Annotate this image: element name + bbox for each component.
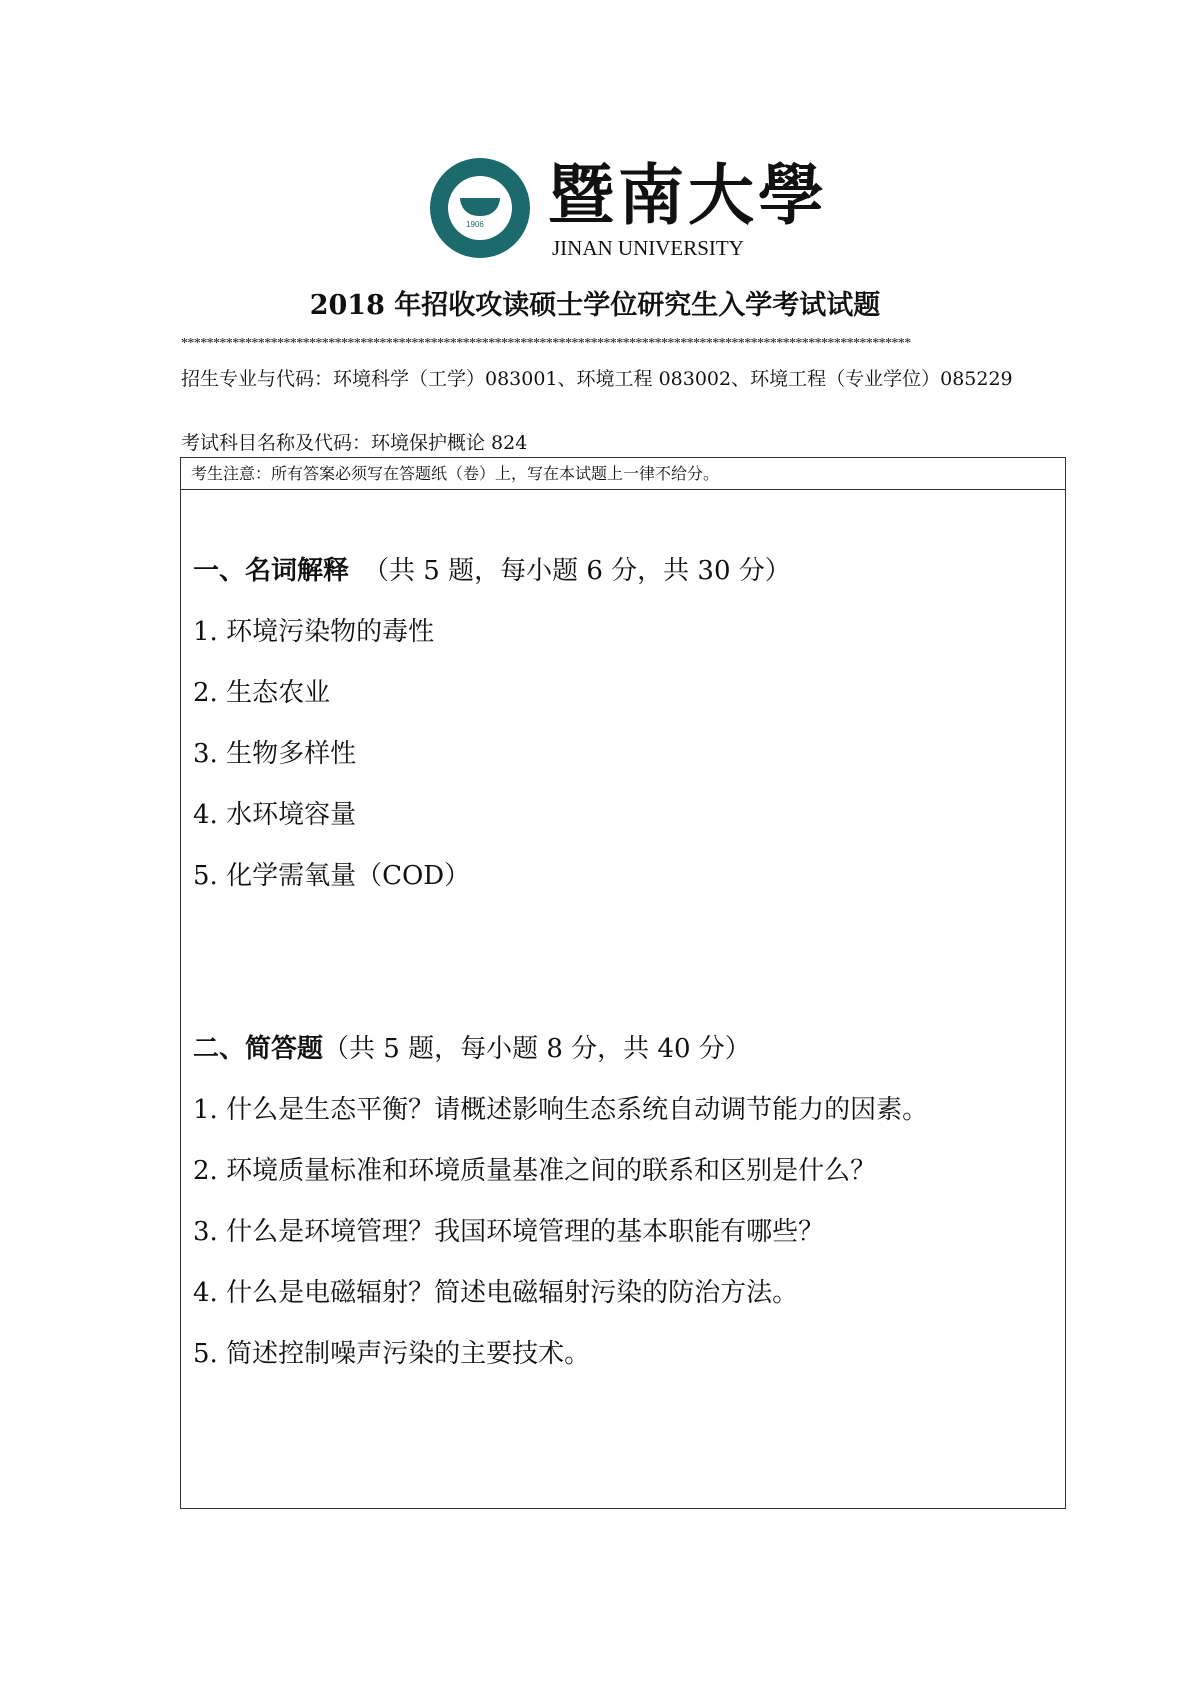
question-box xyxy=(180,457,1066,1509)
question-item: 5. 化学需氧量（COD） xyxy=(193,861,471,891)
question-item: 4. 什么是电磁辐射？简述电磁辐射污染的防治方法。 xyxy=(193,1278,799,1308)
question-item: 4. 水环境容量 xyxy=(193,800,357,830)
majors-line: 招生专业与代码：环境科学（工学）083001、环境工程 083002、环境工程（专业学位）085229 xyxy=(181,368,1013,390)
question-item: 1. 环境污染物的毒性 xyxy=(193,617,435,647)
question-item: 2. 环境质量标准和环境质量基准之间的联系和区别是什么？ xyxy=(193,1156,877,1186)
section-note: （共 5 题，每小题 8 分，共 40 分） xyxy=(323,1034,751,1064)
notice: 考生注意：所有答案必须写在答题纸（卷）上，写在本试题上一律不给分。 xyxy=(181,458,1065,490)
section-2-heading xyxy=(193,1028,751,1065)
star-divider: ****************************************************************************************************************** xyxy=(181,336,911,351)
question-item: 3. 什么是环境管理？我国环境管理的基本职能有哪些？ xyxy=(193,1217,825,1247)
question-item: 3. 生物多样性 xyxy=(193,739,357,769)
section-note: （共 5 题，每小题 6 分，共 30 分） xyxy=(363,556,791,586)
question-item: 5. 简述控制噪声污染的主要技术。 xyxy=(193,1339,591,1369)
university-seal-logo xyxy=(430,158,530,258)
question-item: 2. 生态农业 xyxy=(193,678,331,708)
question-item: 1. 什么是生态平衡？请概述影响生态系统自动调节能力的因素。 xyxy=(193,1095,929,1125)
subject-line: 考试科目名称及代码：环境保护概论 824 xyxy=(181,432,528,454)
seal-year: 1906 xyxy=(466,220,484,229)
section-title: 一、名词解释 xyxy=(193,556,350,586)
section-title: 二、简答题 xyxy=(193,1034,324,1064)
section-1-heading xyxy=(193,550,791,587)
university-name-logo: 暨南大學 xyxy=(548,156,828,234)
exam-title: 2018 年招收攻读硕士学位研究生入学考试试题 xyxy=(309,290,881,321)
university-name-en: JINAN UNIVERSITY xyxy=(552,236,744,260)
